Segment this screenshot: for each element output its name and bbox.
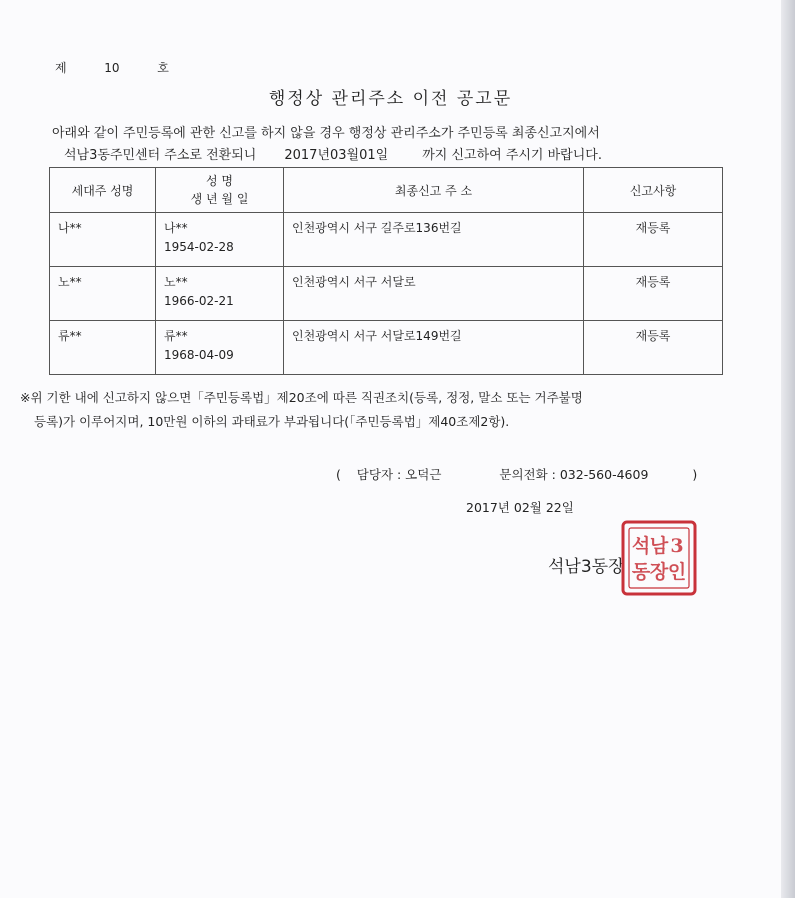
cell-name: 류** (164, 329, 188, 343)
seal-char: 인 (667, 561, 687, 583)
cell-birth: 1966-02-21 (164, 294, 234, 308)
cell-address: 인천광역시 서구 서달로149번길 (292, 329, 462, 343)
cell-name: 나** (164, 221, 188, 235)
intro-line-2 (64, 144, 602, 163)
document-title: 행정상 관리주소 이전 공고문 (268, 89, 513, 109)
doc-number-suffix: 호 (157, 61, 169, 75)
cell-address: 인천광역시 서구 길주로136번길 (292, 221, 462, 235)
seal-char: 남 (649, 535, 669, 557)
issue-date: 2017년 02월 22일 (466, 500, 574, 515)
penalty-note-line-1: ※위 기한 내에 신고하지 않으면「주민등록법」제20조에 따른 직권조치(등록, 정정, 말소 또는 거주불명 (20, 390, 583, 405)
contact-info (336, 465, 697, 483)
cell-householder: 노** (58, 275, 82, 289)
intro-deadline-date: 2017년03월01일 (284, 148, 389, 163)
contact-phone: 문의전화 : 032-560-4609 (499, 467, 649, 482)
intro-line-2-text-a: 석남3동주민센터 주소로 전환되니 (64, 148, 257, 163)
page-edge-shadow (781, 0, 795, 898)
cell-householder: 류** (58, 329, 82, 343)
cell-name: 노** (164, 275, 188, 289)
cell-report: 재등록 (635, 275, 671, 289)
cell-householder: 나** (58, 221, 82, 235)
document-number (55, 59, 169, 76)
cell-address: 인천광역시 서구 서달로 (292, 275, 416, 289)
cell-report: 재등록 (635, 221, 671, 235)
table-row (50, 321, 723, 375)
seal-char: 동 (631, 561, 651, 583)
issuer-name: 석남3동장 (548, 557, 625, 577)
contact-close-paren: ) (692, 467, 698, 482)
official-seal-stamp (619, 518, 699, 598)
header-name-birth (156, 168, 284, 213)
header-birth: 생 년 월 일 (190, 192, 249, 206)
doc-number-value: 10 (104, 61, 120, 75)
header-householder: 세대주 성명 (50, 168, 156, 213)
penalty-note-line-2: 등록)가 이루어지며, 10만원 이하의 과태료가 부과됩니다(「주민등록법」제40조제2항). (34, 414, 510, 429)
table-header-row (50, 168, 723, 213)
header-name: 성 명 (206, 174, 233, 188)
doc-number-prefix: 제 (55, 61, 67, 75)
cell-report: 재등록 (635, 329, 671, 343)
seal-char: 석 (631, 535, 651, 557)
header-report: 신고사항 (584, 168, 723, 213)
intro-line-2-text-b: 까지 신고하여 주시기 바랍니다. (422, 148, 602, 163)
intro-line-1: 아래와 같이 주민등록에 관한 신고를 하지 않을 경우 행정상 관리주소가 주민등록 최종신고지에서 (52, 126, 600, 141)
seal-char: 장 (649, 561, 669, 583)
cell-birth: 1968-04-09 (164, 348, 234, 362)
header-address: 최종신고 주 소 (284, 168, 584, 213)
table-row (50, 267, 723, 321)
contact-open-paren: ( (336, 467, 341, 482)
contact-manager: 담당자 : 오덕근 (356, 467, 442, 482)
notice-table (49, 167, 723, 375)
cell-birth: 1954-02-28 (164, 240, 234, 254)
seal-char: 3 (670, 535, 684, 557)
table-row (50, 213, 723, 267)
